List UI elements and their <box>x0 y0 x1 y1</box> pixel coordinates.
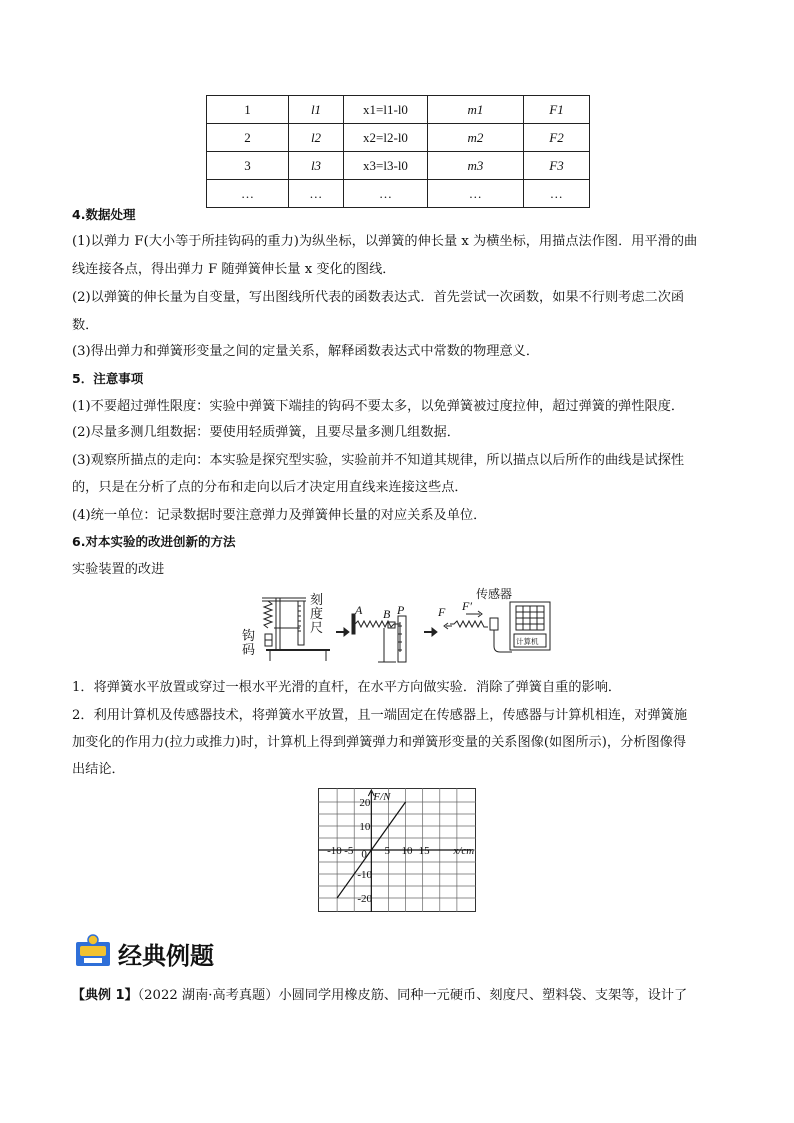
y-tick-label: 0 <box>361 848 367 861</box>
s6-item-2a: 2．利用计算机及传感器技术，将弹簧水平放置，且一端固定在传感器上，传感器与计算机相连，对弹簧施 <box>72 708 688 723</box>
s4-p1b: 线连接各点，得出弹力 F 随弹簧伸长量 x 变化的图线． <box>72 262 396 277</box>
table-cell: 1 <box>207 96 289 124</box>
section-5-heading: 5．注意事项 <box>72 371 144 386</box>
s4-p3: (3)得出弹力和弹簧形变量之间的定量关系，解释函数表达式中常数的物理意义． <box>72 344 540 359</box>
s5-p2: (2)尽量多测几组数据：要使用轻质弹簧，且要尽量多测几组数据． <box>72 425 460 440</box>
horizontal-spring-setup <box>352 614 406 662</box>
s6-item-2c: 出结论． <box>72 762 125 777</box>
table-row <box>207 96 590 124</box>
section-title: 经典例题 <box>118 942 214 970</box>
x-tick-label: -5 <box>344 845 354 857</box>
x-tick-label: 5 <box>384 845 390 857</box>
table-cell: … <box>428 180 524 208</box>
table-cell: m3 <box>428 152 524 180</box>
table-cell: … <box>344 180 428 208</box>
table-cell: l1 <box>289 96 344 124</box>
table-row <box>207 152 590 180</box>
s5-p3b: 的，只是在分析了点的分布和走向以后才决定用直线来连接这些点． <box>72 480 468 495</box>
table-row <box>207 180 590 208</box>
table-cell: m2 <box>428 124 524 152</box>
section-6-heading: 6.对本实验的改进创新的方法 <box>72 534 236 549</box>
s5-p3a: (3)观察所描点的走向：本实验是探究型实验，实验前并不知道其规律，所以描点以后所作的曲线是试探性 <box>72 453 685 468</box>
label-ruler-3: 尺 <box>310 620 324 635</box>
x-tick-label: 15 <box>418 845 430 857</box>
example-badge-icon <box>74 934 112 968</box>
label-sensor: 传感器 <box>476 587 513 601</box>
table-cell: F1 <box>524 96 590 124</box>
label-computer: 计算机 <box>516 637 539 646</box>
s6-item-2b: 加变化的作用力(拉力或推力)时，计算机上得到弹簧弹力和弹簧形变量的关系图像(如图所示)，分析图像得 <box>72 735 687 750</box>
label-weights-1: 钩 <box>242 628 256 643</box>
y-tick-label: -10 <box>357 869 373 881</box>
table-cell: F2 <box>524 124 590 152</box>
s6-subheading: 实验装置的改进 <box>72 562 165 577</box>
table-cell: l2 <box>289 124 344 152</box>
table-cell: … <box>207 180 289 208</box>
table-cell: l3 <box>289 152 344 180</box>
example-1-line <box>72 986 742 1006</box>
table-cell: 2 <box>207 124 289 152</box>
s4-p2a: (2)以弹簧的伸长量为自变量，写出图线所代表的函数表达式．首先尝试一次函数，如果不行则考虑二次函 <box>72 290 685 305</box>
label-ruler-1: 刻 <box>310 592 324 607</box>
force-extension-chart <box>318 788 476 912</box>
table-cell: … <box>289 180 344 208</box>
label-B: B <box>383 607 391 621</box>
s6-item-1: 1．将弹簧水平放置或穿过一根水平光滑的直杆，在水平方向做实验．消除了弹簧自重的影响． <box>72 680 622 695</box>
s4-p1a: (1)以弹力 F(大小等于所挂钩码的重力)为纵坐标，以弹簧的伸长量 x 为横坐标，用描点法作图．用平滑的曲 <box>72 234 698 249</box>
label-F: F <box>438 605 446 619</box>
s4-p2b: 数． <box>72 318 99 333</box>
s5-p1: (1)不要超过弹性限度：实验中弹簧下端挂的钩码不要太多，以免弹簧被过度拉伸，超过弹簧的弹性限度． <box>72 399 685 414</box>
table-cell: x2=l2-l0 <box>344 124 428 152</box>
label-P: P <box>397 603 405 617</box>
section-4-heading: 4.数据处理 <box>72 207 136 222</box>
table-cell: F3 <box>524 152 590 180</box>
s5-p4: (4)统一单位：记录数据时要注意弹力及弹簧伸长量的对应关系及单位． <box>72 508 487 523</box>
table-cell: x3=l3-l0 <box>344 152 428 180</box>
label-weights-2: 码 <box>242 642 256 657</box>
table-cell: 3 <box>207 152 289 180</box>
y-tick-label: 10 <box>359 821 371 833</box>
example-text: 小圆同学用橡皮筋、同种一元硬币、刻度尺、塑料袋、支架等，设计了 <box>278 988 688 1003</box>
table-cell: x1=l1-l0 <box>344 96 428 124</box>
y-tick-label: -20 <box>357 893 373 905</box>
table-cell: … <box>524 180 590 208</box>
x-tick-label: 10 <box>401 845 413 857</box>
apparatus-diagram <box>240 586 560 666</box>
label-F-prime: F′ <box>462 599 472 613</box>
example-tag: 【典例 1】 <box>72 988 138 1003</box>
x-tick-label: -10 <box>327 845 342 857</box>
x-axis-label: x/cm <box>453 845 475 857</box>
y-axis-label: F/N <box>373 791 391 803</box>
label-ruler-2: 度 <box>310 606 324 621</box>
table-cell: m1 <box>428 96 524 124</box>
table-row <box>207 124 590 152</box>
label-A: A <box>355 603 363 617</box>
example-source: （2022 湖南·高考真题） <box>137 988 279 1003</box>
y-tick-label: 20 <box>359 797 371 809</box>
data-table <box>206 95 590 208</box>
